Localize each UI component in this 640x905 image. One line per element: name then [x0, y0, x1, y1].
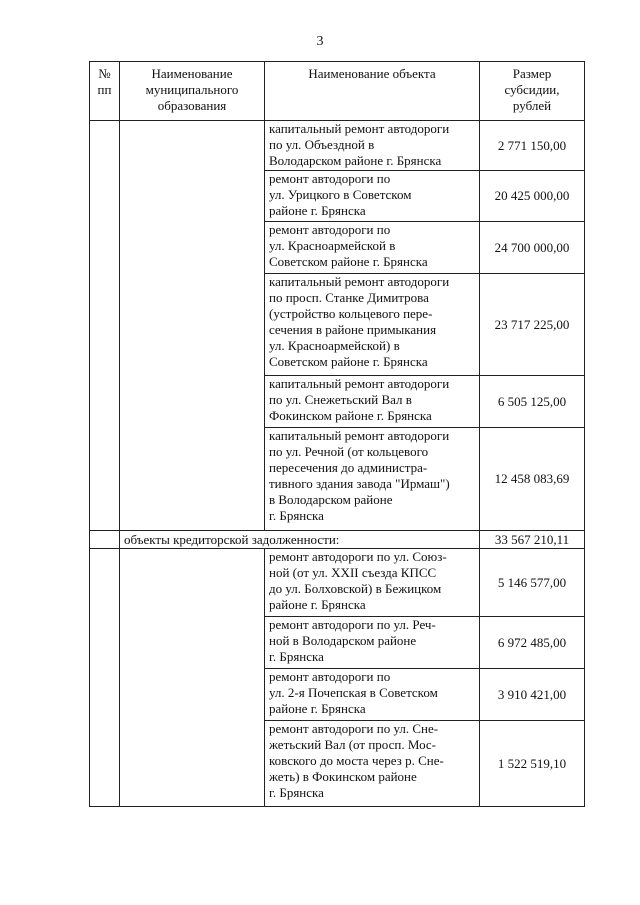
amount-cell: 24 700 000,00	[480, 222, 585, 274]
amount-cell: 6 972 485,00	[480, 617, 585, 669]
object-cell: ремонт автодороги по ул. Урицкого в Советском районе г. Брянска	[265, 171, 480, 222]
amount-cell: 3 910 421,00	[480, 669, 585, 721]
amount-cell: 12 458 083,69	[480, 428, 585, 531]
header-amount: Размер субсидии, рублей	[480, 62, 585, 121]
subsidy-table	[89, 61, 585, 807]
page-number: 3	[316, 34, 324, 49]
amount-cell: 1 522 519,10	[480, 721, 585, 807]
table-header-row	[90, 62, 585, 121]
header-num: № пп	[90, 62, 120, 121]
object-cell: ремонт автодороги по ул. Красноармейской в Советском районе г. Брянска	[265, 222, 480, 274]
num-cell-empty	[90, 531, 120, 549]
amount-cell: 23 717 225,00	[480, 274, 585, 376]
amount-cell: 5 146 577,00	[480, 549, 585, 617]
amount-cell: 20 425 000,00	[480, 171, 585, 222]
table-row	[90, 549, 585, 617]
num-cell-empty	[90, 121, 120, 531]
municipality-cell-empty	[120, 549, 265, 807]
object-cell: ремонт автодороги по ул. 2-я Почепская в Советском районе г. Брянска	[265, 669, 480, 721]
section-row	[90, 531, 585, 549]
object-cell: капитальный ремонт автодороги по просп. Станке Димитрова (устройство кольцевого пере- сечения в районе примыкания ул. Красноармейской) в Советском районе г. Брянска	[265, 274, 480, 376]
municipality-cell-empty	[120, 121, 265, 531]
num-cell-empty	[90, 549, 120, 807]
table-row	[90, 121, 585, 171]
object-cell: ремонт автодороги по ул. Сне- жетьский Вал (от просп. Мос- ковского до моста через р. Сне- жеть) в Фокинском районе г. Брянска	[265, 721, 480, 807]
section-label: объекты кредиторской задолженности:	[120, 531, 480, 549]
header-municipality: Наименование муниципального образования	[120, 62, 265, 121]
object-cell: ремонт автодороги по ул. Реч- ной в Володарском районе г. Брянска	[265, 617, 480, 669]
amount-cell: 2 771 150,00	[480, 121, 585, 171]
object-cell: капитальный ремонт автодороги по ул. Снежетьский Вал в Фокинском районе г. Брянска	[265, 376, 480, 428]
object-cell: капитальный ремонт автодороги по ул. Объездной в Володарском районе г. Брянска	[265, 121, 480, 171]
section-amount: 33 567 210,11	[480, 531, 585, 549]
object-cell: ремонт автодороги по ул. Союз- ной (от ул. XXII съезда КПСС до ул. Болховской) в Бежицком районе г. Брянска	[265, 549, 480, 617]
object-cell: капитальный ремонт автодороги по ул. Речной (от кольцевого пересечения до администра- тивного здания завода "Ирмаш") в Володарском районе г. Брянска	[265, 428, 480, 531]
header-object: Наименование объекта	[265, 62, 480, 121]
amount-cell: 6 505 125,00	[480, 376, 585, 428]
